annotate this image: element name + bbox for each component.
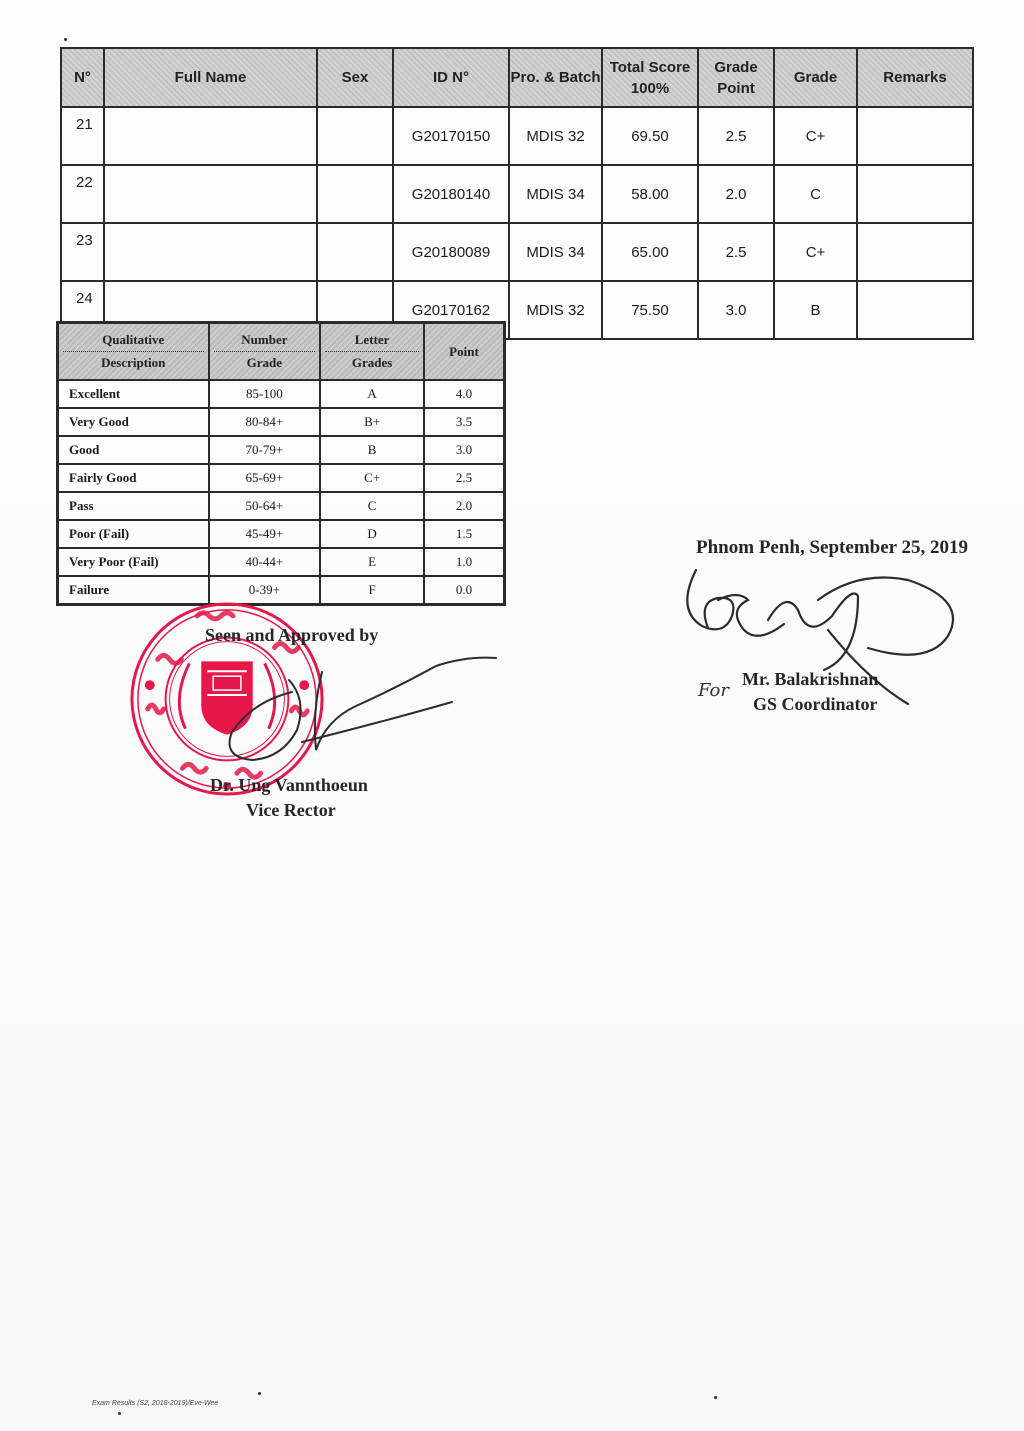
scale-range: 80-84+ (209, 408, 321, 436)
row-sex (317, 223, 393, 281)
row-id: G20170150 (393, 107, 509, 165)
row-score: 58.00 (602, 165, 698, 223)
row-grade-point: 2.5 (698, 107, 774, 165)
scale-point: 3.5 (424, 408, 505, 436)
scale-row (58, 408, 505, 436)
scale-row (58, 436, 505, 464)
scale-row (58, 380, 505, 408)
scale-range: 50-64+ (209, 492, 321, 520)
scale-range: 0-39+ (209, 576, 321, 605)
scale-header-row (58, 323, 505, 381)
scale-desc: Very Poor (Fail) (58, 548, 209, 576)
scan-speck (118, 1412, 121, 1415)
header-grade-point (698, 48, 774, 107)
row-id: G20180140 (393, 165, 509, 223)
row-sex (317, 165, 393, 223)
place-and-date: Phnom Penh, September 25, 2019 (696, 537, 968, 558)
row-batch: MDIS 34 (509, 223, 602, 281)
scale-header-number-line2: Grade (246, 355, 283, 370)
scale-point: 4.0 (424, 380, 505, 408)
scale-desc: Excellent (58, 380, 209, 408)
table-row (61, 107, 973, 165)
row-grade-point: 2.5 (698, 223, 774, 281)
scale-row (58, 492, 505, 520)
row-full-name (104, 165, 317, 223)
coordinator-name: Mr. Balakrishnan (742, 669, 879, 689)
row-no: 22 (61, 165, 104, 223)
header-remarks: Remarks (857, 48, 973, 107)
header-no: N° (61, 48, 104, 107)
scale-range: 70-79+ (209, 436, 321, 464)
scan-speck (64, 38, 67, 41)
scale-row (58, 548, 505, 576)
scale-letter: E (320, 548, 424, 576)
scale-header-point: Point (424, 323, 505, 381)
coordinator-title: GS Coordinator (753, 694, 878, 714)
scale-header-description-line1: Qualitative (63, 329, 204, 352)
table-row (61, 165, 973, 223)
row-grade: B (774, 281, 857, 339)
scale-header-number-line1: Number (214, 329, 316, 352)
scale-point: 1.5 (424, 520, 505, 548)
row-no: 23 (61, 223, 104, 281)
row-grade: C (774, 165, 857, 223)
scale-letter: C (320, 492, 424, 520)
scale-desc: Fairly Good (58, 464, 209, 492)
row-remarks (857, 165, 973, 223)
scan-speck (714, 1396, 717, 1399)
scale-desc: Poor (Fail) (58, 520, 209, 548)
row-grade: C+ (774, 223, 857, 281)
exam-results-table (60, 47, 974, 340)
scale-header-letter-grades (320, 323, 424, 381)
scale-range: 40-44+ (209, 548, 321, 576)
header-id: ID N° (393, 48, 509, 107)
header-grade-point-line1: Grade (714, 58, 758, 76)
seen-approved-label: Seen and Approved by (205, 625, 379, 645)
header-grade: Grade (774, 48, 857, 107)
row-id: G20170162 (393, 281, 509, 339)
scale-row (58, 464, 505, 492)
results-header-row (61, 48, 973, 107)
vice-rector-signature (222, 652, 502, 772)
row-no: 24 (61, 281, 104, 339)
row-sex (317, 107, 393, 165)
scale-desc: Failure (58, 576, 209, 605)
row-batch: MDIS 32 (509, 107, 602, 165)
scale-letter: F (320, 576, 424, 605)
scale-letter: B (320, 436, 424, 464)
header-sex: Sex (317, 48, 393, 107)
scale-range: 45-49+ (209, 520, 321, 548)
row-score: 65.00 (602, 223, 698, 281)
row-remarks (857, 107, 973, 165)
for-annotation: For (698, 680, 729, 701)
row-score: 69.50 (602, 107, 698, 165)
scan-speck (258, 1392, 261, 1395)
header-total-score (602, 48, 698, 107)
row-score: 75.50 (602, 281, 698, 339)
scale-letter: D (320, 520, 424, 548)
row-batch: MDIS 34 (509, 165, 602, 223)
scale-header-number-grade (209, 323, 321, 381)
scale-point: 1.0 (424, 548, 505, 576)
scale-header-description (58, 323, 209, 381)
scale-desc: Good (58, 436, 209, 464)
scale-row (58, 520, 505, 548)
scale-point: 3.0 (424, 436, 505, 464)
scale-point: 2.5 (424, 464, 505, 492)
row-grade: C+ (774, 107, 857, 165)
scale-letter: C+ (320, 464, 424, 492)
row-batch: MDIS 32 (509, 281, 602, 339)
row-full-name (104, 223, 317, 281)
header-total-score-line2: 100% (630, 79, 670, 97)
scale-desc: Very Good (58, 408, 209, 436)
row-remarks (857, 281, 973, 339)
vice-rector-title: Vice Rector (246, 800, 336, 820)
row-no: 21 (61, 107, 104, 165)
scale-range: 65-69+ (209, 464, 321, 492)
scale-header-letter-line2: Grades (351, 355, 393, 370)
vice-rector-name: Dr. Ung Vannthoeun (210, 775, 368, 795)
scale-header-description-line2: Description (101, 355, 166, 370)
header-total-score-line1: Total Score (609, 58, 691, 76)
row-grade-point: 2.0 (698, 165, 774, 223)
footer-reference: Exam Results (S2, 2018-2019)/Eve-Wee (92, 1400, 219, 1407)
header-full-name: Full Name (104, 48, 317, 107)
scale-desc: Pass (58, 492, 209, 520)
row-id: G20180089 (393, 223, 509, 281)
scale-point: 0.0 (424, 576, 505, 605)
row-remarks (857, 223, 973, 281)
grading-scale-table (56, 321, 506, 606)
scale-letter: A (320, 380, 424, 408)
header-pro-batch: Pro. & Batch (509, 48, 602, 107)
table-row (61, 223, 973, 281)
scale-header-letter-line1: Letter (325, 329, 419, 352)
row-full-name (104, 107, 317, 165)
scale-range: 85-100 (209, 380, 321, 408)
row-grade-point: 3.0 (698, 281, 774, 339)
scale-point: 2.0 (424, 492, 505, 520)
header-grade-point-line2: Point (717, 79, 755, 97)
scale-letter: B+ (320, 408, 424, 436)
